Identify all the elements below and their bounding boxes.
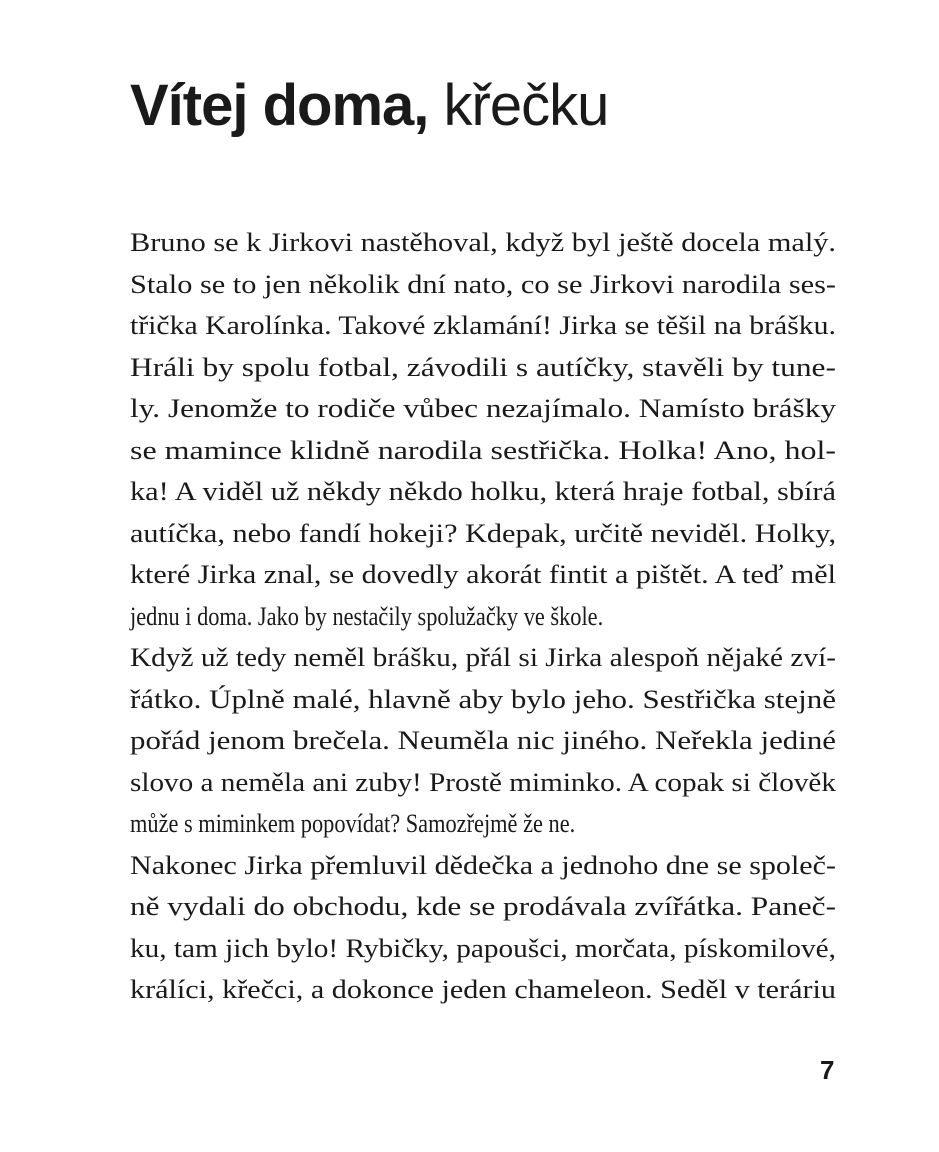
text-line-content: slovo a neměla ani zuby! Prostě miminko. A copak si člověk xyxy=(130,767,836,797)
text-line xyxy=(130,305,836,347)
page-number: 7 xyxy=(820,1055,835,1085)
text-line xyxy=(130,222,836,264)
text-line-content: ka! A viděl už někdy někdo holku, která hraje fotbal, sbírá xyxy=(130,477,836,506)
text-line-content: ku, tam jich bylo! Rybičky, papoušci, morčata, pískomilové, xyxy=(130,933,836,963)
text-line xyxy=(130,471,836,513)
text-line xyxy=(130,347,836,389)
text-line-content: jednu i doma. Jako by nestačily spolužačky ve škole. xyxy=(130,601,604,631)
text-line xyxy=(130,803,836,845)
text-line xyxy=(130,845,836,887)
text-line-content: autíčka, nebo fandí hokeji? Kdepak, určitě neviděl. Holky, xyxy=(130,518,836,548)
text-line xyxy=(130,762,836,804)
text-line-content: Nakonec Jirka přemluvil dědečka a jednoho dne se společ- xyxy=(130,850,836,880)
body-text xyxy=(130,222,836,1011)
text-line-content: řátko. Úplně malé, hlavně aby bylo jeho. Sestřička stejně xyxy=(130,684,836,714)
chapter-title-bold: Vítej doma, xyxy=(130,73,429,138)
text-line xyxy=(130,513,836,555)
text-line xyxy=(130,264,836,306)
text-line-content: ně vydali do obchodu, kde se prodávala zvířátka. Paneč- xyxy=(130,892,836,921)
text-line xyxy=(130,554,836,596)
text-line xyxy=(130,388,836,430)
text-line xyxy=(130,969,836,1011)
text-line-content: může s miminkem popovídat? Samozřejmě že ne. xyxy=(130,809,576,838)
text-line-content: pořád jenom brečela. Neuměla nic jiného. Neřekla jediné xyxy=(130,726,837,755)
text-line xyxy=(130,886,836,928)
text-line xyxy=(130,679,836,721)
text-line-content: třička Karolínka. Takové zklamání! Jirka se těšil na brášku. xyxy=(130,311,836,340)
text-line-content: Stalo se to jen několik dní nato, co se Jirkovi narodila ses- xyxy=(130,269,836,299)
text-line-content: se mamince klidně narodila sestřička. Holka! Ano, hol- xyxy=(130,435,836,465)
text-line-content: které Jirka znal, se dovedly akorát fintit a pištět. A teď měl xyxy=(130,560,836,589)
text-line xyxy=(130,430,836,472)
text-line-content: Bruno se k Jirkovi nastěhoval, když byl ještě docela malý. xyxy=(130,228,836,257)
text-line xyxy=(130,928,836,970)
text-line xyxy=(130,596,836,638)
text-line-content: Když už tedy neměl brášku, přál si Jirka alespoň nějaké zví- xyxy=(130,643,836,672)
chapter-title xyxy=(130,66,608,146)
text-line-content: králíci, křečci, a dokonce jeden chameleon. Seděl v teráriu xyxy=(130,975,836,1004)
chapter-title-regular: křečku xyxy=(443,73,609,138)
text-line-content: Hráli by spolu fotbal, závodili s autíčky, stavěli by tune- xyxy=(130,352,836,382)
text-line xyxy=(130,637,836,679)
text-line xyxy=(130,720,836,762)
text-line-content: ly. Jenomže to rodiče vůbec nezajímalo. Namísto brášky xyxy=(130,394,836,423)
